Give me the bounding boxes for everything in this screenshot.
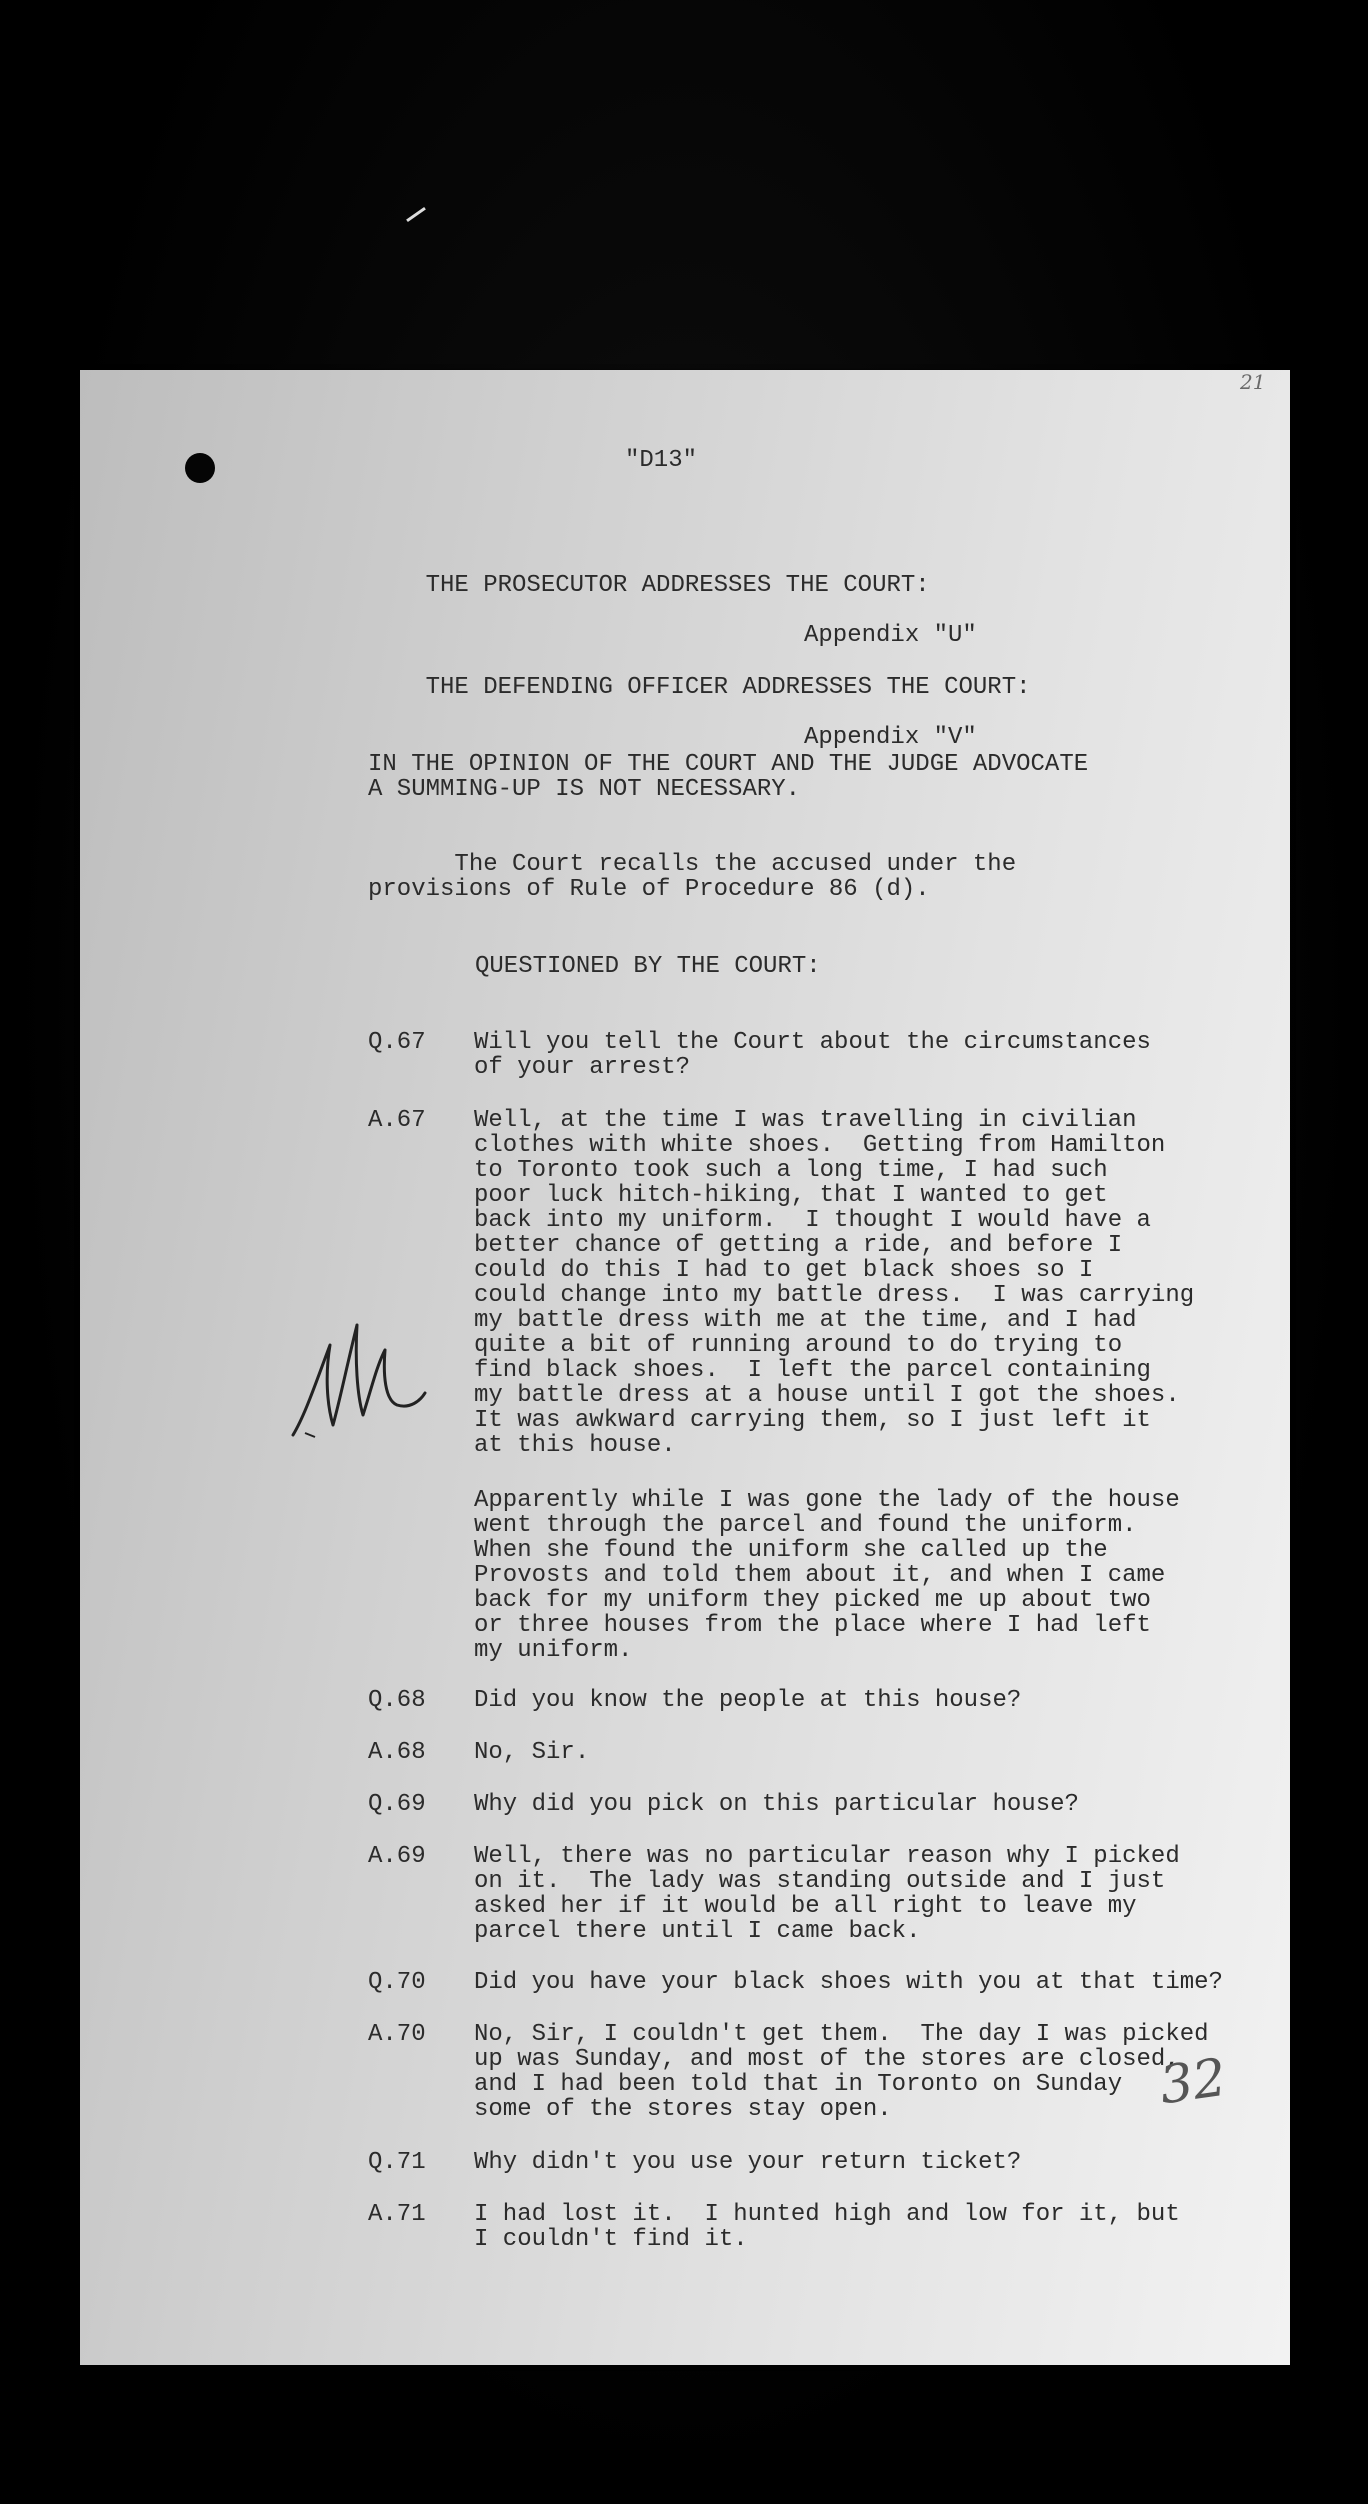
qa-text: Will you tell the Court about the circumstances of your arrest? (474, 1029, 1151, 1081)
qa-text: Why did you pick on this particular house? (474, 1791, 1079, 1818)
qa-label: Q.71 (368, 2149, 426, 2176)
handwritten-initials (285, 1305, 435, 1445)
qa-label: Q.68 (368, 1687, 426, 1714)
qa-text: Well, there was no particular reason why I picked on it. The lady was standing outside and I just asked her if it would be all right to leave my parcel there until I came back. (474, 1843, 1180, 1945)
qa-label: Q.67 (368, 1029, 426, 1056)
heading-prosecutor-appendix: Appendix "U" (804, 622, 977, 649)
qa-label: Q.69 (368, 1791, 426, 1818)
heading-defending-appendix: Appendix "V" (804, 724, 977, 751)
qa-text: No, Sir. (474, 1739, 590, 1766)
qa-label: A.68 (368, 1739, 426, 1766)
corner-mark: 21 (1240, 370, 1266, 394)
handwritten-page-number: 32 (1156, 2047, 1230, 2117)
qa-label: A.67 (368, 1107, 426, 1134)
qa-label: A.70 (368, 2021, 426, 2048)
document-page (80, 370, 1290, 2365)
qa-label: Q.70 (368, 1969, 426, 1996)
qa-label: A.69 (368, 1843, 426, 1870)
qa-text: No, Sir, I couldn't get them. The day I was picked up was Sunday, and most of the stores are closed, and I had been told that in Toronto on Sunday some of the stores stay open. (474, 2021, 1209, 2123)
page-label: "D13" (625, 447, 698, 474)
punch-hole (185, 453, 215, 483)
opinion-statement: IN THE OPINION OF THE COURT AND THE JUDGE ADVOCATE A SUMMING-UP IS NOT NECESSARY. (368, 751, 1089, 803)
qa-text: Apparently while I was gone the lady of the house went through the parcel and found the uniform. When she found the uniform she called up the Provosts and told them about it, and when I came back for my uniform they picked me up about two or three houses from the place where I had left my uniform. (474, 1487, 1180, 1664)
questioned-by-heading: QUESTIONED BY THE COURT: (475, 953, 821, 980)
heading-defending-title: THE DEFENDING OFFICER ADDRESSES THE COURT: (425, 674, 1031, 701)
recall-statement: The Court recalls the accused under the provisions of Rule of Procedure 86 (d). (368, 851, 1017, 903)
qa-text: Well, at the time I was travelling in civilian clothes with white shoes. Getting from Hamilton to Toronto took such a long time, I had such poor luck hitch-hiking, that I wanted to get back into my uniform. I thought I would have a better chance of getting a ride, and before I could do this I had to get black shoes so I could change into my battle dress. I was carrying my battle dress with me at the time, and I had quite a bit of running around to do trying to find black shoes. I left the parcel containing my battle dress at a house until I got the shoes. It was awkward carrying them, so I just left it at this house. (474, 1107, 1195, 1459)
qa-text: Did you know the people at this house? (474, 1687, 1022, 1714)
qa-text: I had lost it. I hunted high and low for it, but I couldn't find it. (474, 2201, 1180, 2253)
qa-label: A.71 (368, 2201, 426, 2228)
qa-text: Why didn't you use your return ticket? (474, 2149, 1022, 2176)
qa-text: Did you have your black shoes with you at that time? (474, 1969, 1223, 1996)
heading-prosecutor-title: THE PROSECUTOR ADDRESSES THE COURT: (425, 572, 930, 599)
